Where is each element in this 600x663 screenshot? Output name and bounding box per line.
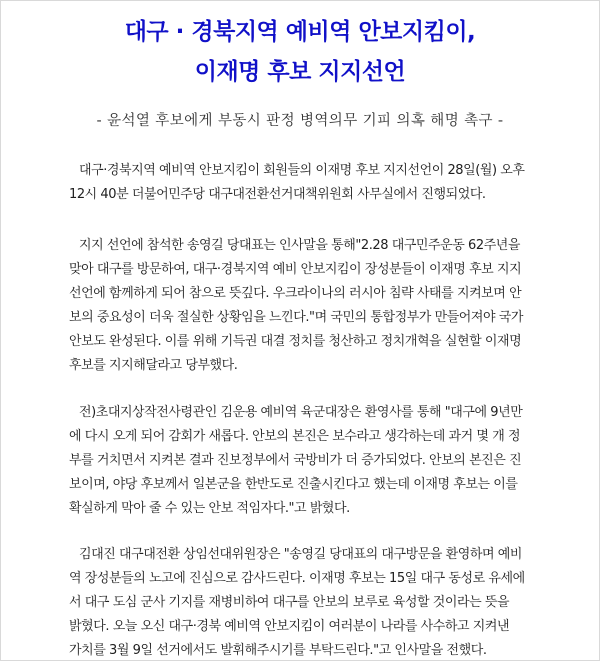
text-line: 서 대구 도심 군사 기지를 재병비하여 대구를 안보의 보루로 육성할 것이라는 뜻을 [69, 595, 510, 610]
text-line: 후보를 지지해달라고 당부했다. [69, 358, 238, 373]
text-line: 안보도 완성된다. 이를 위해 기득권 대결 정치를 청산하고 정치개혁을 실현할 이재명 [69, 334, 522, 349]
headline-line-1: 대구 · 경북지역 예비역 안보지킴이, [124, 19, 476, 45]
paragraph-2 [69, 234, 575, 378]
subheadline: - 윤석열 후보에게 부동시 판정 병역의무 기피 의혹 해명 촉구 - [96, 113, 504, 129]
text-line: 보의 중요성이 더욱 절실한 상황임을 느낀다."며 국민의 통합정부가 만들어져야 국가 [69, 310, 524, 325]
text-line: 보이며, 야당 후보께서 일본군을 한반도로 진출시킨다고 했는데 이재명 후보는 이를 [69, 477, 518, 492]
paragraph-4 [69, 543, 575, 663]
text-line: 12시 40분 더불어민주당 대구대전환선거대책위원회 사무실에서 진행되었다. [69, 187, 486, 202]
text-line: 김대진 대구대전환 상임선대위원장은 "송영길 당대표의 대구방문을 환영하며 예비 [79, 547, 522, 562]
text-line: 지지 선언에 참석한 송영길 당대표는 인사말을 통해"2.28 대구민주운동 62주년을 [79, 238, 521, 253]
text-line: 부를 거치면서 지켜본 결과 진보정부에서 국방비가 더 증가되었다. 안보의 본진은 진 [69, 453, 522, 468]
text-line: 역 장성분들의 노고에 진심으로 감사드린다. 이재명 후보는 15일 대구 동성로 유세에 [69, 571, 525, 586]
text-line: 확실하게 막아 줄 수 있는 안보 적임자다."고 밝혔다. [69, 501, 350, 516]
text-line: 맞아 대구를 방문하여, 대구·경북지역 예비 안보지킴이 장성분들이 이재명 후보 지지 [69, 262, 522, 277]
text-line: 가치를 3월 9일 선거에서도 발휘해주시기를 부탁드린다."고 인사말을 전했다. [69, 643, 487, 658]
headline-line-2: 이재명 후보 지지선언 [194, 59, 406, 85]
paragraph-3 [69, 401, 575, 521]
text-line: 에 다시 오게 되어 감회가 새롭다. 안보의 본진은 보수라고 생각하는데 과거 몇 개 정 [69, 429, 521, 444]
text-line: 선언에 함께하게 되어 참으로 뜻깊다. 우크라이나의 러시아 침략 사태를 지켜보며 안 [69, 286, 522, 301]
text-line: 대구·경북지역 예비역 안보지킴이 회원들의 이재명 후보 지지선언이 28일(월) 오후 [79, 163, 525, 178]
text-line: 전)초대지상작전사령관인 김운용 예비역 육군대장은 환영사를 통해 "대구에 9년만 [79, 405, 523, 420]
text-line: 밝혔다. 오늘 오신 대구·경북 예비역 안보지킴이 여러분이 나라를 사수하고 지켜낸 [69, 619, 510, 634]
paragraph-1 [69, 159, 575, 207]
